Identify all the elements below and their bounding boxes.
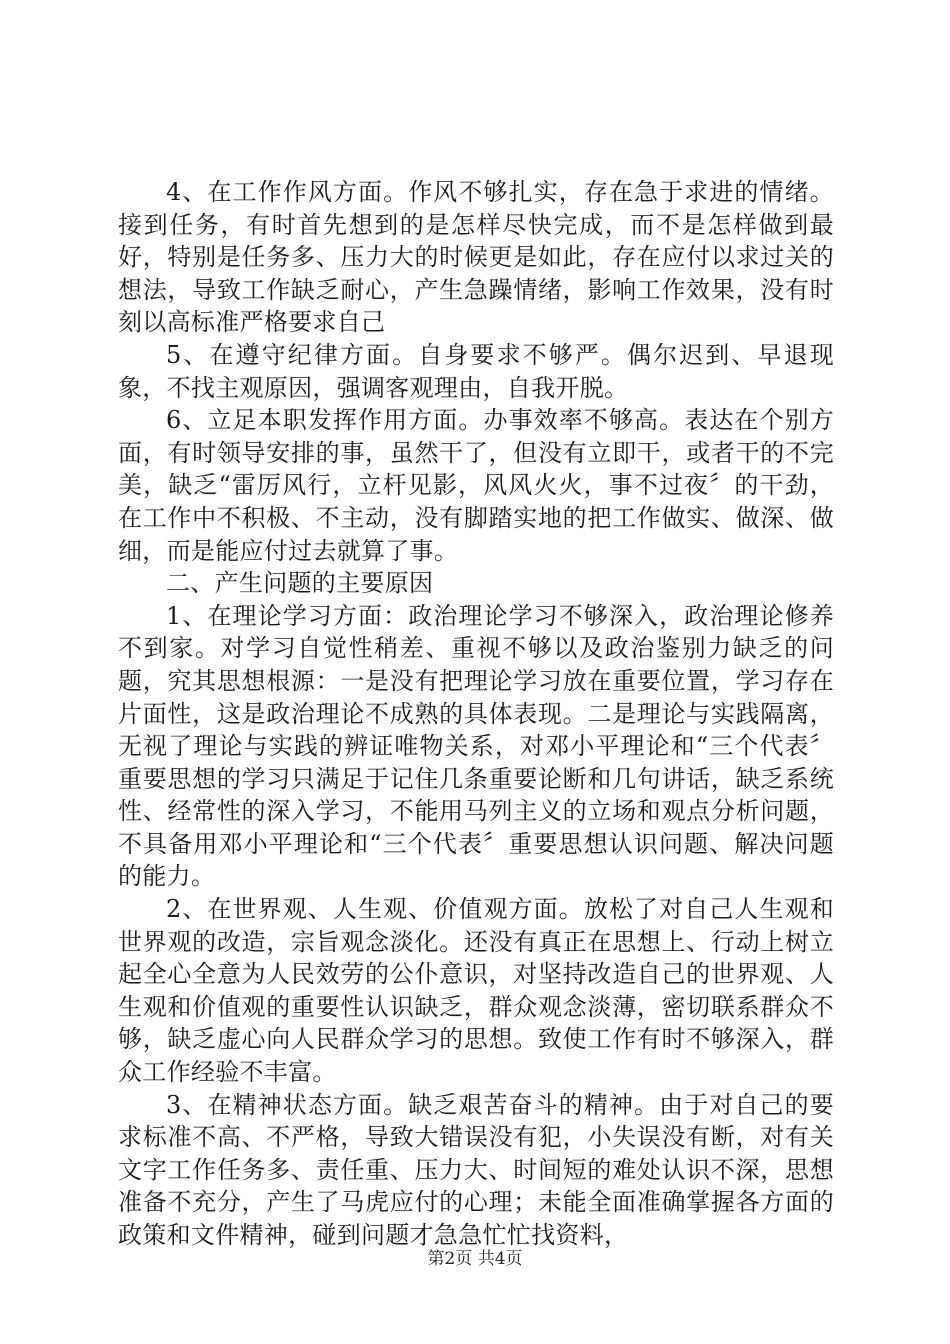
paragraph-work-style: 4、在工作作风方面。作风不够扎实，存在急于求进的情绪。接到任务，有时首先想到的是怎样尽快完成，而不是怎样做到最好，特别是任务多、压力大的时候更是如此，存在应付以求过关的想法，导致工作缺乏耐心，产生急躁情绪，影响工作效果，没有时刻以高标准严格要求自己 (118, 178, 834, 337)
paragraph-worldview: 2、在世界观、人生观、价值观方面。放松了对自己人生观和世界观的改造，宗旨观念淡化。还没有真正在思想上、行动上树立起全心全意为人民效劳的公仆意识，对坚持改造自己的世界观、人生观和价值观的重要性认识缺乏，群众观念淡薄，密切联系群众不够，缺乏虚心向人民群众学习的思想。致使工作有时不够深入，群众工作经验不丰富。 (118, 895, 834, 1087)
paragraph-spirit: 3、在精神状态方面。缺乏艰苦奋斗的精神。由于对自己的要求标准不高、不严格，导致大错误没有犯，小失误没有断，对有关文字工作任务多、责任重、压力大、时间短的难处认识不深，思想准备不充分，产生了马虎应付的心理；未能全面准确掌握各方面的政策和文件精神，碰到问题才急急忙忙找资料， (118, 1090, 834, 1249)
section-heading-causes: 二、产生问题的主要原因 (166, 569, 434, 598)
document-body (118, 176, 834, 1252)
paragraph-discipline: 5、在遵守纪律方面。自身要求不够严。偶尔迟到、早退现象，不找主观原因，强调客观理由，自我开脱。 (118, 340, 834, 402)
paragraph-job-role: 6、立足本职发挥作用方面。办事效率不够高。表达在个别方面，有时领导安排的事，虽然干了，但没有立即干，或者干的不完美，缺乏“雷厉风行，立杆见影，风风火火，事不过夜〞的干劲，在工作中不积极、不主动，没有脚踏实地的把工作做实、做深、做细，而是能应付过去就算了事。 (118, 406, 834, 565)
paragraph-theory-study: 1、在理论学习方面：政治理论学习不够深入，政治理论修养不到家。对学习自觉性稍差、重视不够以及政治鉴别力缺乏的问题，究其思想根源：一是没有把理论学习放在重要位置，学习存在片面性，这是政治理论不成熟的具体表现。二是理论与实践隔离，无视了理论与实践的辨证唯物关系，对邓小平理论和“三个代表〞重要思想的学习只满足于记住几条重要论断和几句讲话，缺乏系统性、经常性的深入学习，不能用马列主义的立场和观点分析问题，不具备用邓小平理论和“三个代表〞重要思想认识问题、解决问题的能力。 (118, 601, 834, 891)
page-number-footer: 第2页 共4页 (427, 1249, 523, 1269)
